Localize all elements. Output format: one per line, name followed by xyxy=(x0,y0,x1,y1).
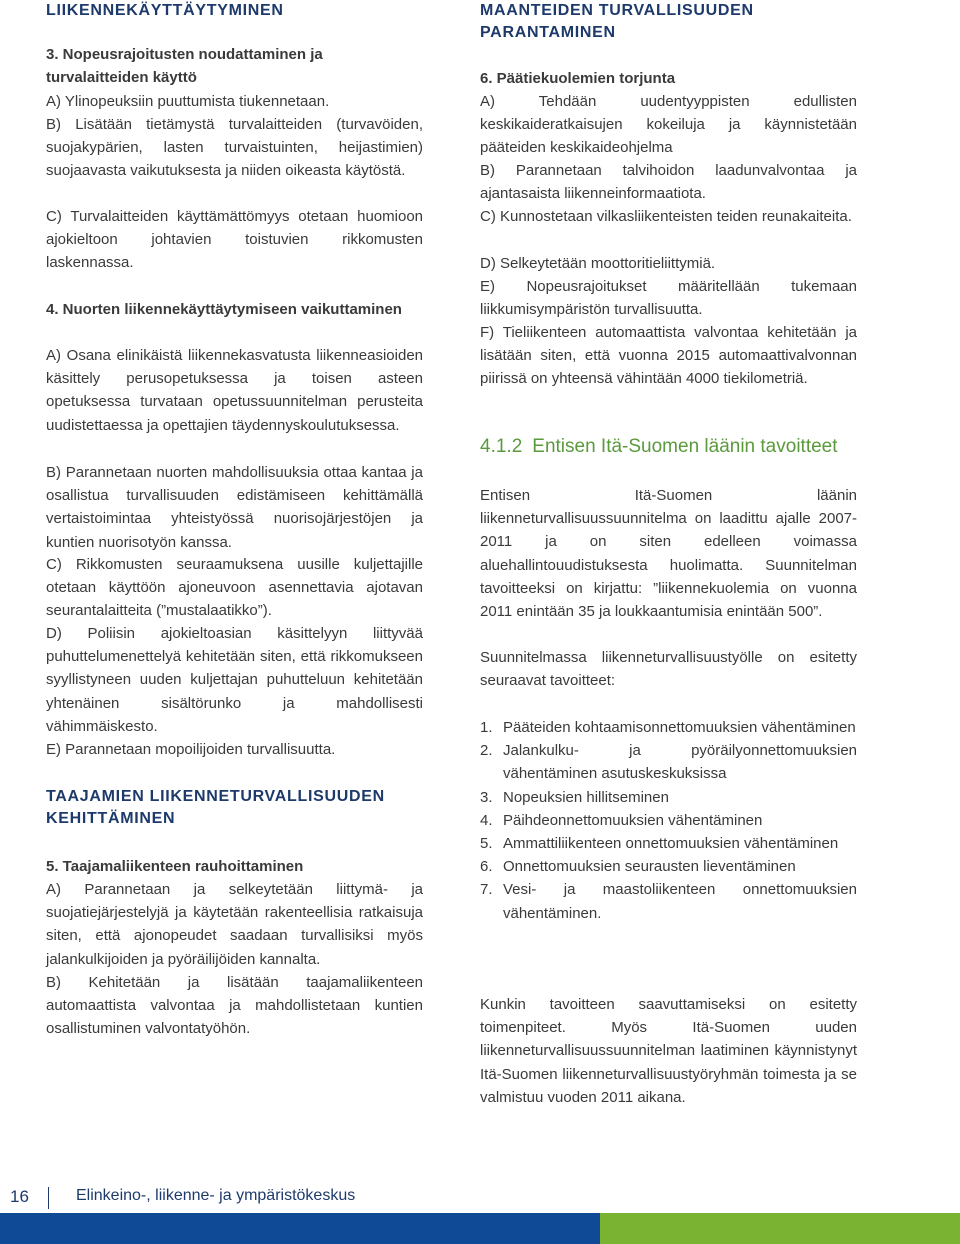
section-heading-maantiet: MAANTEIDEN TURVALLISUUDEN PARANTAMINEN xyxy=(480,2,754,41)
list-item-number: 2. xyxy=(480,742,493,760)
goals-list xyxy=(480,716,857,925)
list-item xyxy=(480,786,857,809)
footer-bar-blue xyxy=(0,1213,600,1244)
list-item xyxy=(480,739,857,785)
list-item-text: Onnettomuuksien seurausten lieventäminen xyxy=(503,858,796,876)
subsection-number: 4.1.2 xyxy=(480,436,523,457)
s5-title: 5. Taajamaliikenteen rauhoittaminen xyxy=(46,858,304,875)
list-item-number: 3. xyxy=(480,788,493,806)
closing-paragraph: Kunkin tavoitteen saavuttamiseksi on esitetty toimenpiteet. Myös Itä-Suomen uuden liikenneturvallisuussuunnitelman laatiminen käynnistynyt Itä-Suomen liikenneturvallisuustyöryhmän toimesta ja se valmistuu vuoden 2011 aikana. xyxy=(480,996,857,1106)
list-item-number: 6. xyxy=(480,858,493,876)
list-item-text: Nopeuksien hillitseminen xyxy=(503,788,669,806)
list-item-number: 4. xyxy=(480,811,493,829)
s6-item-d: D) Selkeytetään moottoritieliittymiä. xyxy=(480,255,716,272)
s3-title: 3. Nopeusrajoitusten noudattaminen ja turvalaitteiden käyttö xyxy=(46,46,323,86)
s4-item-c: C) Rikkomusten seuraamuksena uusille kuljettajille otetaan käyttöön ajoneuvoon asennettavia ajotavan seurantalaitteita (”mustalaatikko”). xyxy=(46,556,423,620)
list-item-text: Vesi- ja maastoliikenteen onnettomuuksien vähentäminen. xyxy=(503,881,857,922)
footer-divider xyxy=(48,1187,49,1209)
s4-item-b: B) Parannetaan nuorten mahdollisuuksia ottaa kantaa ja osallistua turvallisuuden edistämiseen kehittämällä vertaistoimintaa yhteistyössä nuorisojärjestöjen ja kuntien nuorisotyön kanssa. xyxy=(46,464,423,551)
section-heading-liikennekayttaytyminen: LIIKENNEKÄYTTÄYTYMINEN xyxy=(46,2,284,19)
list-item xyxy=(480,855,857,878)
s6-item-c: C) Kunnostetaan vilkasliikenteisten teiden reunakaiteita. xyxy=(480,208,852,225)
s6-item-b: B) Parannetaan talvihoidon laadunvalvontaa ja ajantasaista liikenneinformaatiota. xyxy=(480,162,857,203)
page-number: 16 xyxy=(10,1187,29,1206)
s6-item-f: F) Tieliikenteen automaattista valvontaa kehitetään ja lisätään siten, että vuonna 2015 automaattivalvonnan piirissä on yhteensä vähintään 4000 tiekilometriä. xyxy=(480,324,857,388)
s4-item-d: D) Poliisin ajokieltoasian käsittelyyn liittyvää puhuttelumenettelyä kehitetään siten, että rikkomukseen syyllistyneen uuden kuljettajan puhutteluun kehitetään yhtenäinen sisältörunko ja mahdollisesti vähimmäiskesto. xyxy=(46,625,423,735)
subsection-heading xyxy=(480,434,857,460)
list-item-number: 1. xyxy=(480,719,493,736)
list-item xyxy=(480,878,857,924)
list-item-number: 7. xyxy=(480,881,493,899)
list-item-text: Ammattiliikenteen onnettomuuksien vähentäminen xyxy=(503,835,839,853)
list-item xyxy=(480,809,857,832)
s6-item-e: E) Nopeusrajoitukset määritellään tukemaan liikkumisympäristön turvallisuutta. xyxy=(480,278,857,319)
s3-item-a: A) Ylinopeuksiin puuttumista tiukennetaan. xyxy=(46,93,330,110)
s6-title: 6. Päätiekuolemien torjunta xyxy=(480,70,676,87)
list-item-text: Pääteiden kohtaamisonnettomuuksien vähentäminen xyxy=(503,719,856,736)
s4-item-e: E) Parannetaan mopoilijoiden turvallisuutta. xyxy=(46,741,336,758)
footer-bar-green xyxy=(600,1213,960,1244)
goals-intro: Suunnitelmassa liikenneturvallisuustyölle on esitetty seuraavat tavoitteet: xyxy=(480,649,857,690)
s3-item-c: C) Turvalaitteiden käyttämättömyys otetaan huomioon ajokieltoon johtavien toistuvien rikkomusten laskennassa. xyxy=(46,208,423,272)
list-item xyxy=(480,716,857,739)
section-heading-taajamat: TAAJAMIEN LIIKENNETURVALLISUUDEN KEHITTÄMINEN xyxy=(46,788,385,827)
list-item-number: 5. xyxy=(480,835,493,853)
s6-item-a: A) Tehdään uudentyyppisten edullisten keskikaideratkaisujen kokeiluja ja käynnistetään pääteiden keskikaideohjelma xyxy=(480,93,857,157)
intro-paragraph: Entisen Itä-Suomen läänin liikenneturvallisuussuunnitelma on laadittu ajalle 2007-2011 ja on siten edelleen voimassa aluehallintouudistuksesta huolimatta. Suunnitelman tavoitteeksi on kirjattu: ”liikennekuolemia on vuonna 2011 enintään 35 ja loukkaantumisia enintään 500”. xyxy=(480,487,857,621)
list-item xyxy=(480,832,857,855)
s3-item-b: B) Lisätään tietämystä turvalaitteiden (turvavöiden, suojakypärien, lasten turvaistuinten, heijastimien) suojaavasta vaikutuksesta ja niiden oikeasta käytöstä. xyxy=(46,116,423,180)
list-item-text: Jalankulku- ja pyöräilyonnettomuuksien vähentäminen asutuskeskuksissa xyxy=(503,742,857,783)
list-item-text: Päihdeonnettomuuksien vähentäminen xyxy=(503,811,763,829)
subsection-title: Entisen Itä-Suomen läänin tavoitteet xyxy=(532,436,838,457)
s4-item-a: A) Osana elinikäistä liikennekasvatusta liikenneasioiden käsittely perusopetuksessa ja toisen asteen opetuksessa turvataan opetussuunnitelman perusteita uudistettaessa ja opettajien täydennyskoulutuksessa. xyxy=(46,347,423,434)
s4-title: 4. Nuorten liikennekäyttäytymiseen vaikuttaminen xyxy=(46,301,402,318)
s5-item-b: B) Kehitetään ja lisätään taajamaliikenteen automaattista valvontaa ja mahdollistetaan kuntien osallistuminen valvontatyöhön. xyxy=(46,974,423,1038)
s5-item-a: A) Parannetaan ja selkeytetään liittymä- ja suojatiejärjestelyjä ja käytetään rakenteellisia ratkaisuja siten, että ajonopeudet saadaan turvallisiksi myös jalankulkijoiden ja pyöräilijöiden kannalta. xyxy=(46,881,423,968)
footer-publisher: Elinkeino-, liikenne- ja ympäristökeskus xyxy=(76,1187,356,1204)
